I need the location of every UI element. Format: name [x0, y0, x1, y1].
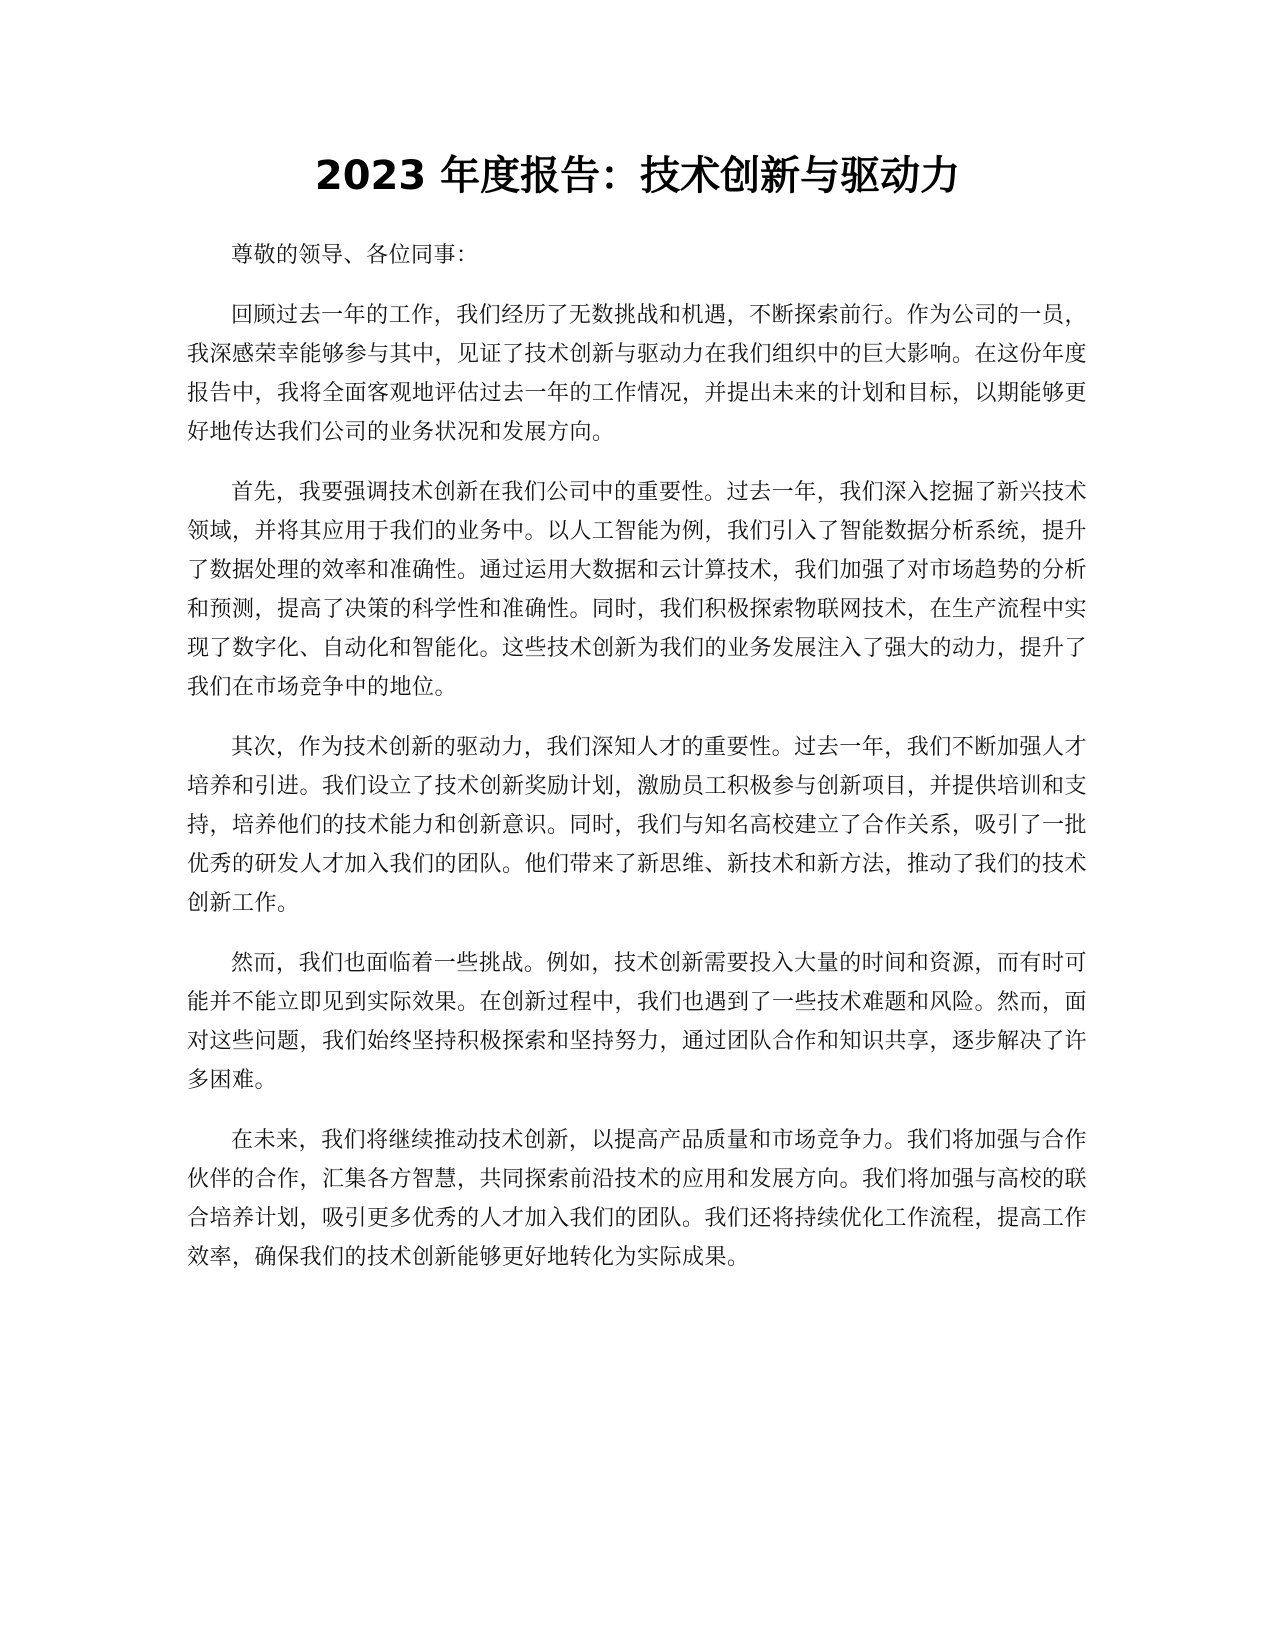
paragraph-talent: 其次，作为技术创新的驱动力，我们深知人才的重要性。过去一年，我们不断加强人才培养和引进。我们设立了技术创新奖励计划，激励员工积极参与创新项目，并提供培训和支持，培养他们的技术能力和创新意识。同时，我们与知名高校建立了合作关系，吸引了一批优秀的研发人才加入我们的团队。他们带来了新思维、新技术和新方法，推动了我们的技术创新工作。	[187, 735, 1088, 916]
greeting: 尊敬的领导、各位同事：	[231, 243, 479, 268]
paragraph-challenges: 然而，我们也面临着一些挑战。例如，技术创新需要投入大量的时间和资源，而有时可能并不能立即见到实际效果。在创新过程中，我们也遇到了一些技术难题和风险。然而，面对这些问题，我们始终坚持积极探索和坚持努力，通过团队合作和知识共享，逐步解决了许多困难。	[187, 951, 1088, 1093]
document-title: 2023 年度报告：技术创新与驱动力	[314, 153, 961, 199]
paragraph-future: 在未来，我们将继续推动技术创新，以提高产品质量和市场竞争力。我们将加强与合作伙伴的合作，汇集各方智慧，共同探索前沿技术的应用和发展方向。我们将加强与高校的联合培养计划，吸引更多优秀的人才加入我们的团队。我们还将持续优化工作流程，提高工作效率，确保我们的技术创新能够更好地转化为实际成果。	[187, 1128, 1088, 1270]
paragraph-review: 回顾过去一年的工作，我们经历了无数挑战和机遇，不断探索前行。作为公司的一员，我深感荣幸能够参与其中，见证了技术创新与驱动力在我们组织中的巨大影响。在这份年度报告中，我将全面客观地评估过去一年的工作情况，并提出未来的计划和目标，以期能够更好地传达我们公司的业务状况和发展方向。	[187, 303, 1088, 445]
document-body	[187, 236, 1087, 1298]
paragraph-innovation: 首先，我要强调技术创新在我们公司中的重要性。过去一年，我们深入挖掘了新兴技术领域，并将其应用于我们的业务中。以人工智能为例，我们引入了智能数据分析系统，提升了数据处理的效率和准确性。通过运用大数据和云计算技术，我们加强了对市场趋势的分析和预测，提高了决策的科学性和准确性。同时，我们积极探索物联网技术，在生产流程中实现了数字化、自动化和智能化。这些技术创新为我们的业务发展注入了强大的动力，提升了我们在市场竞争中的地位。	[187, 480, 1088, 700]
